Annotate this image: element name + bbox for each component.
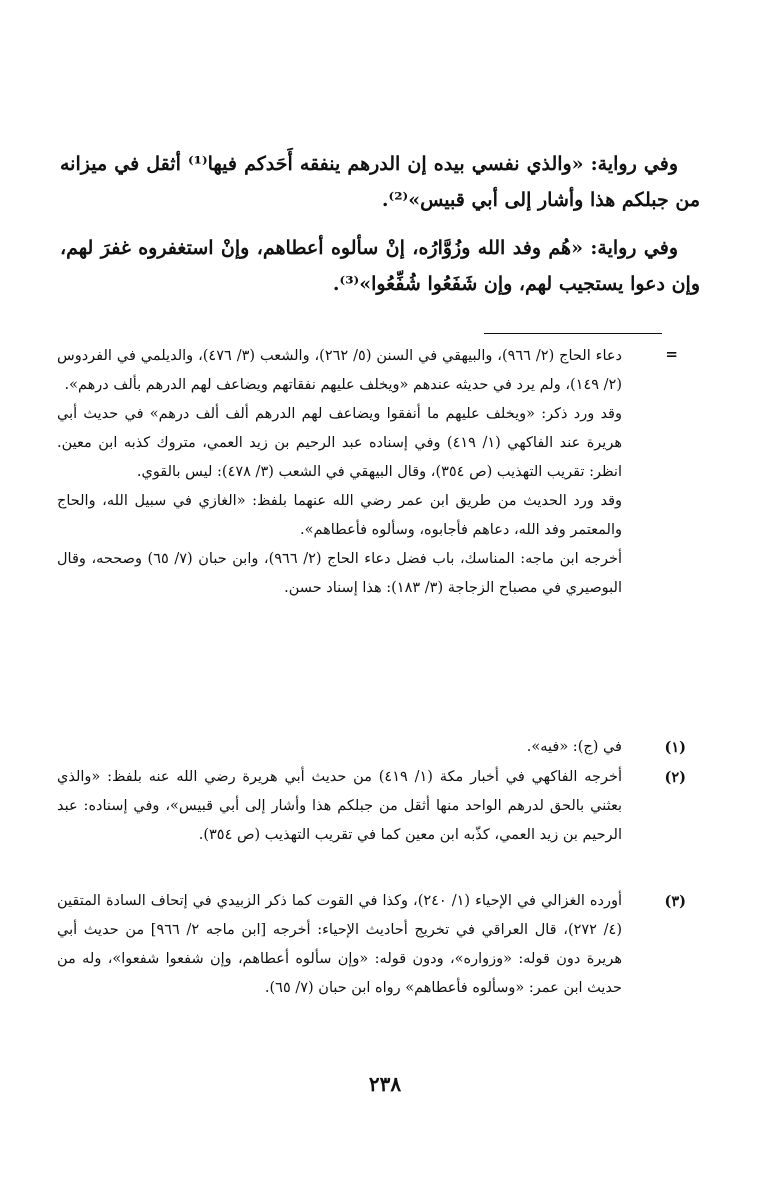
continuation-mark: = <box>665 345 678 363</box>
footnote-text: في (ج): «فيه». <box>526 739 622 755</box>
footnote-number: (٣) <box>664 893 686 910</box>
footnote-number: (٢) <box>664 769 686 786</box>
main-paragraph-2: وفي رواية: «هُم وفد الله وزُوَّارُه، إنْ سألوه أعطاهم، وإنْ استغفروه غفرَ لهم، وإن دعوا يستجيب لهم، وإن شَفَعُوا شُفِّعُوا»⁽³⁾. <box>60 237 700 295</box>
continued-footnote-paragraph-4: أخرجه ابن ماجه: المناسك، باب فضل دعاء الحاج (٢/ ٩٦٦)، وابن حبان (٧/ ٦٥) وصححه، وقال البوصيري في مصباح الزجاجة (٣/ ١٨٣): هذا إسناد حسن. <box>57 551 622 596</box>
page-number: ٢٣٨ <box>368 1072 402 1096</box>
footnote-1 <box>57 733 686 762</box>
footnote-separator-rule <box>484 333 662 334</box>
continued-footnote-paragraph-3: وقد ورد الحديث من طريق ابن عمر رضي الله عنهما بلفظ: «الغازي في سبيل الله، والحاج والمعتمر وفد الله، دعاهم فأجابوه، وسألوه فأعطاهم». <box>57 493 622 538</box>
footnote-3 <box>57 887 686 1003</box>
footnote-text: أخرجه الفاكهي في أخبار مكة (١/ ٤١٩) من حديث أبي هريرة رضي الله عنه بلفظ: «والذي بعثني بالحق لدرهم الواحد منها أثقل من جبلكم هذا وأشار إلى أبي قبيس»، وفي إسناده: عبد الرحيم بن زيد العمي، كذّبه ابن معين كما في تقريب التهذيب (ص ٣٥٤). <box>57 769 622 843</box>
continued-footnote-paragraph-2: وقد ورد ذكر: «ويخلف عليهم ما أنفقوا ويضاعف لهم الدرهم ألف ألف درهم» في حديث أبي هريرة عند الفاكهي (١/ ٤١٩) وفي إسناده عبد الرحيم بن زيد العمي، متروك كذبه ابن معين. انظر: تقريب التهذيب (ص ٣٥٤)، وقال البيهقي في الشعب (٣/ ٤٧٨): ليس بالقوي. <box>57 406 622 480</box>
main-paragraph-1: وفي رواية: «والذي نفسي بيده إن الدرهم ينفقه أَحَدكم فيها⁽¹⁾ أثقل في ميزانه من جبلكم هذا وأشار إلى أبي قبيس»⁽²⁾. <box>60 153 700 211</box>
continued-footnote <box>57 342 622 603</box>
footnote-2 <box>57 763 686 850</box>
main-text <box>60 146 700 302</box>
footnote-text: أورده الغزالي في الإحياء (١/ ٢٤٠)، وكذا في القوت كما ذكر الزبيدي في إتحاف السادة المتقين (٤/ ٢٧٢)، قال العراقي في تخريج أحاديث الإحياء: أخرجه [ابن ماجه ٢/ ٩٦٦] من حديث أبي هريرة دون قوله: «وزواره»، ودون قوله: «وإن سألوه أعطاهم، وإن شفعوا شفعوا»، وله من حديث ابن عمر: «وسألوه فأعطاهم» رواه ابن حبان (٧/ ٦٥). <box>57 893 623 996</box>
footnote-number: (١) <box>664 739 686 756</box>
continued-footnote-paragraph-1: دعاء الحاج (٢/ ٩٦٦)، والبيهقي في السنن (٥/ ٢٦٢)، والشعب (٣/ ٤٧٦)، والديلمي في الفردوس (٢/ ١٤٩)، ولم يرد في حديثه عندهم «ويخلف عليهم نفقاتهم ويضاعف لهم الدرهم بألف درهم». <box>57 348 623 393</box>
